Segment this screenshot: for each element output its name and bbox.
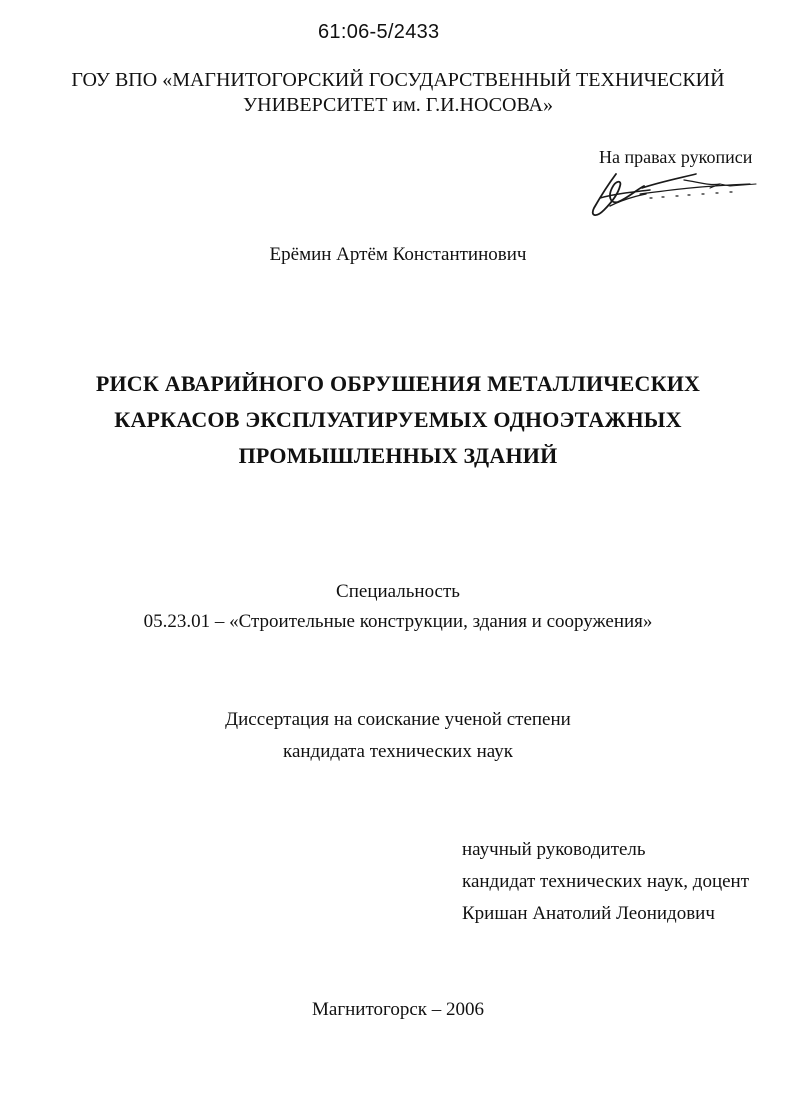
institution-line-1: ГОУ ВПО «МАГНИТОГОРСКИЙ ГОСУДАРСТВЕННЫЙ ТЕХНИЧЕСКИЙ (71, 69, 725, 91)
handwritten-signature (580, 164, 760, 222)
supervisor-role: научный руководитель (462, 839, 646, 860)
title-line-2: КАРКАСОВ ЭКСПЛУАТИРУЕМЫХ ОДНОЭТАЖНЫХ (114, 407, 682, 432)
specialty-value: 05.23.01 – «Строительные конструкции, здания и сооружения» (143, 611, 653, 632)
degree-line-2: кандидата технических наук (283, 741, 513, 762)
supervisor-name: Кришан Анатолий Леонидович (462, 903, 715, 924)
institution-line-2: УНИВЕРСИТЕТ им. Г.И.НОСОВА» (243, 94, 553, 116)
title-line-3: ПРОМЫШЛЕННЫХ ЗДАНИЙ (238, 443, 558, 468)
archive-code: 61:06-5/2433 (318, 21, 440, 43)
city-year: Магнитогорск – 2006 (312, 999, 484, 1020)
degree-line-1: Диссертация на соискание ученой степени (225, 709, 571, 730)
specialty-label: Специальность (336, 581, 460, 602)
supervisor-degree: кандидат технических наук, доцент (462, 871, 750, 892)
author-name: Ерёмин Артём Константинович (269, 244, 527, 265)
manuscript-note: На правах рукописи (599, 147, 753, 167)
title-line-1: РИСК АВАРИЙНОГО ОБРУШЕНИЯ МЕТАЛЛИЧЕСКИХ (95, 371, 701, 396)
